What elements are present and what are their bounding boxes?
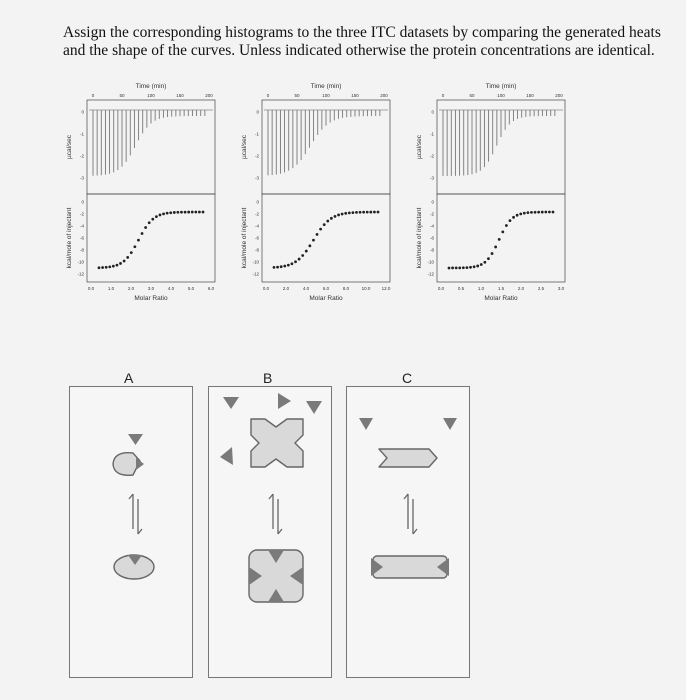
ratio-tick-label: 2.0 <box>282 286 290 291</box>
ratio-tick-label: 0.0 <box>87 286 95 291</box>
heat-tick-label: 0 <box>431 199 434 205</box>
isotherm-point <box>191 211 194 214</box>
isotherm-point <box>341 213 344 216</box>
ratio-tick-label: 3.0 <box>147 286 155 291</box>
choice-label-c: C <box>402 370 413 386</box>
heat-tick-label: -4 <box>429 223 434 229</box>
isotherm-point <box>505 224 508 227</box>
power-tick-label: -3 <box>429 175 434 181</box>
isotherm-point <box>305 250 308 253</box>
isotherm-point <box>130 251 133 254</box>
isotherm-point <box>151 218 154 221</box>
isotherm-point <box>287 264 290 267</box>
ratio-tick-label: 5.0 <box>187 286 195 291</box>
isotherm-point <box>166 212 169 215</box>
ratio-tick-label: 0.5 <box>457 286 465 291</box>
isotherm-point <box>509 219 512 222</box>
question-text <box>63 24 663 60</box>
heat-tick-label: -10 <box>77 259 84 265</box>
time-tick-label: 100 <box>322 93 330 98</box>
isotherm-point <box>176 211 179 214</box>
isotherm-point <box>523 212 526 215</box>
isotherm-point <box>548 211 551 214</box>
question-line-1: Assign the corresponding histograms to the three ITC datasets by comparing the generated heats <box>63 24 661 41</box>
isotherm-point <box>194 211 197 214</box>
free-protein-c <box>379 449 437 467</box>
isotherm-point <box>133 245 136 248</box>
power-tick-label: -1 <box>254 131 259 137</box>
heat-tick-label: -12 <box>252 271 259 277</box>
itc-panel-1 <box>65 82 251 322</box>
power-tick-label: -1 <box>79 131 84 137</box>
isotherm-point <box>458 266 461 269</box>
heat-tick-label: -6 <box>254 235 259 241</box>
heat-axis-title: kcal/mole of injectant <box>241 207 248 269</box>
isotherm-point <box>294 260 297 263</box>
time-tick-label: 50 <box>294 93 300 98</box>
time-tick-label: 50 <box>119 93 125 98</box>
isotherm-point <box>369 211 372 214</box>
ligand-triangle <box>128 434 143 445</box>
isotherm-point <box>359 211 362 214</box>
heat-plot-frame <box>87 194 215 282</box>
isotherm-point <box>298 258 301 261</box>
isotherm-point <box>184 211 187 214</box>
heat-tick-label: -2 <box>79 211 84 217</box>
choice-label-b: B <box>263 370 273 386</box>
time-tick-label: 0 <box>91 93 95 98</box>
ratio-tick-label: 0.0 <box>262 286 270 291</box>
isotherm-point <box>366 211 369 214</box>
heat-tick-label: -8 <box>429 247 434 253</box>
time-tick-label: 200 <box>380 93 388 98</box>
time-tick-label: 0 <box>441 93 445 98</box>
isotherm-point <box>291 262 294 265</box>
isotherm-point <box>312 239 315 242</box>
isotherm-point <box>530 211 533 214</box>
isotherm-point <box>187 211 190 214</box>
isotherm-point <box>141 232 144 235</box>
isotherm-point <box>348 211 351 214</box>
isotherm-point <box>337 214 340 217</box>
time-tick-label: 200 <box>205 93 213 98</box>
heat-axis-title: kcal/mole of injectant <box>416 207 423 269</box>
isotherm-point <box>344 212 347 215</box>
isotherm-point <box>316 233 319 236</box>
isotherm-point <box>519 212 522 215</box>
isotherm-point <box>498 238 501 241</box>
isotherm-point <box>148 221 151 224</box>
isotherm-point <box>373 211 376 214</box>
isotherm-point <box>98 266 101 269</box>
time-tick-label: 50 <box>469 93 475 98</box>
time-tick-label: 200 <box>555 93 563 98</box>
heat-tick-label: -4 <box>79 223 84 229</box>
isotherm-point <box>455 267 458 270</box>
power-tick-label: 0 <box>431 109 434 115</box>
heat-tick-label: -12 <box>77 271 84 277</box>
bound-complex-c <box>371 556 449 578</box>
isotherm-point <box>202 211 205 214</box>
isotherm-point <box>487 257 490 260</box>
heat-tick-label: -2 <box>254 211 259 217</box>
isotherm-point <box>119 262 122 265</box>
time-tick-label: 150 <box>176 93 184 98</box>
isotherm-point <box>105 266 108 269</box>
ratio-tick-label: 4.0 <box>302 286 310 291</box>
heat-tick-label: -6 <box>429 235 434 241</box>
time-axis-title: Time (min) <box>310 83 342 90</box>
ratio-tick-label: 6.0 <box>322 286 330 291</box>
isotherm-point <box>544 211 547 214</box>
ratio-tick-label: 6.0 <box>207 286 215 291</box>
isotherm-point <box>473 265 476 268</box>
heat-tick-label: 0 <box>256 199 259 205</box>
ratio-tick-label: 2.5 <box>537 286 545 291</box>
ratio-tick-label: 10.0 <box>361 286 371 291</box>
isotherm-point <box>155 215 158 218</box>
isotherm-point <box>159 214 162 217</box>
isotherm-point <box>280 265 283 268</box>
equilibrium-arrows <box>269 494 282 534</box>
isotherm-point <box>483 261 486 264</box>
isotherm-point <box>116 264 119 267</box>
isotherm-point <box>144 226 147 229</box>
isotherm-point <box>355 211 358 214</box>
isotherm-point <box>534 211 537 214</box>
heat-tick-label: -6 <box>79 235 84 241</box>
power-tick-label: 0 <box>256 109 259 115</box>
isotherm-point <box>112 265 115 268</box>
power-axis-title: µcal/sec <box>241 135 248 159</box>
isotherm-point <box>283 265 286 268</box>
isotherm-point <box>491 252 494 255</box>
bound-complex-b <box>249 550 303 602</box>
time-tick-label: 100 <box>497 93 505 98</box>
isotherm-point <box>537 211 540 214</box>
ratio-axis-title: Molar Ratio <box>309 295 343 302</box>
isotherm-point <box>319 228 322 231</box>
power-tick-label: -3 <box>79 175 84 181</box>
histogram-panel-a <box>69 386 193 678</box>
isotherm-point <box>326 220 329 223</box>
ratio-tick-label: 0.0 <box>437 286 445 291</box>
isotherm-point <box>173 211 176 214</box>
isotherm-point <box>448 267 451 270</box>
power-tick-label: -2 <box>79 153 84 159</box>
heat-tick-label: 0 <box>81 199 84 205</box>
ratio-tick-label: 1.5 <box>497 286 505 291</box>
isotherm-point <box>512 216 515 219</box>
isotherm-point <box>101 266 104 269</box>
isotherm-point <box>476 265 479 268</box>
isotherm-point <box>552 211 555 214</box>
isotherm-point <box>501 230 504 233</box>
ratio-tick-label: 1.0 <box>107 286 115 291</box>
isotherm-point <box>180 211 183 214</box>
isotherm-point <box>301 254 304 257</box>
isotherm-point <box>323 223 326 226</box>
isotherm-point <box>526 211 529 214</box>
isotherm-point <box>162 212 165 215</box>
time-tick-label: 150 <box>351 93 359 98</box>
isotherm-point <box>377 211 380 214</box>
free-protein-b <box>251 419 303 467</box>
heat-tick-label: -4 <box>254 223 259 229</box>
heat-tick-label: -12 <box>427 271 434 277</box>
isotherm-point <box>308 244 311 247</box>
power-tick-label: -3 <box>254 175 259 181</box>
histogram-panel-c <box>346 386 470 678</box>
isotherm-point <box>137 239 140 242</box>
heat-tick-label: -8 <box>254 247 259 253</box>
heat-tick-label: -2 <box>429 211 434 217</box>
ratio-tick-label: 3.0 <box>557 286 565 291</box>
isotherm-point <box>273 266 276 269</box>
ratio-tick-label: 8.0 <box>342 286 350 291</box>
power-axis-title: µcal/sec <box>416 135 423 159</box>
heat-axis-title: kcal/mole of injectant <box>66 207 73 269</box>
power-tick-label: 0 <box>81 109 84 115</box>
equilibrium-arrows <box>404 494 417 534</box>
ratio-tick-label: 1.0 <box>477 286 485 291</box>
ratio-axis-title: Molar Ratio <box>134 295 168 302</box>
isotherm-point <box>330 217 333 220</box>
isotherm-point <box>469 266 472 269</box>
isotherm-point <box>362 211 365 214</box>
ligand-triangles <box>359 418 457 430</box>
power-tick-label: -2 <box>429 153 434 159</box>
ratio-tick-label: 2.0 <box>127 286 135 291</box>
heat-tick-label: -10 <box>252 259 259 265</box>
itc-panel-3 <box>415 82 601 322</box>
power-axis-title: µcal/sec <box>66 135 73 159</box>
question-line-2: and the shape of the curves. Unless indicated otherwise the protein concentrations are identical. <box>63 42 655 59</box>
time-tick-label: 0 <box>266 93 270 98</box>
ratio-tick-label: 12.0 <box>381 286 391 291</box>
bound-complex-a <box>114 555 154 579</box>
heat-tick-label: -8 <box>79 247 84 253</box>
isotherm-point <box>126 256 129 259</box>
power-tick-label: -1 <box>429 131 434 137</box>
time-tick-label: 100 <box>147 93 155 98</box>
time-axis-title: Time (min) <box>485 83 517 90</box>
isotherm-point <box>462 266 465 269</box>
isotherm-point <box>480 263 483 266</box>
isotherm-point <box>466 266 469 269</box>
ratio-tick-label: 2.0 <box>517 286 525 291</box>
power-tick-label: -2 <box>254 153 259 159</box>
time-axis-title: Time (min) <box>135 83 167 90</box>
itc-panel-2 <box>240 82 426 322</box>
ratio-axis-title: Molar Ratio <box>484 295 518 302</box>
histogram-panel-b <box>208 386 332 678</box>
ratio-tick-label: 4.0 <box>167 286 175 291</box>
heat-tick-label: -10 <box>427 259 434 265</box>
isotherm-point <box>169 211 172 214</box>
choice-label-a: A <box>124 370 134 386</box>
isotherm-point <box>198 211 201 214</box>
isotherm-point <box>351 211 354 214</box>
free-protein-a <box>113 453 144 476</box>
isotherm-point <box>516 214 519 217</box>
isotherm-point <box>541 211 544 214</box>
isotherm-point <box>451 267 454 270</box>
isotherm-point <box>334 215 337 218</box>
time-tick-label: 150 <box>526 93 534 98</box>
isotherm-point <box>276 266 279 269</box>
heat-plot-frame <box>262 194 390 282</box>
equilibrium-arrows <box>129 494 142 534</box>
isotherm-point <box>123 260 126 263</box>
isotherm-point <box>108 265 111 268</box>
isotherm-point <box>494 246 497 249</box>
